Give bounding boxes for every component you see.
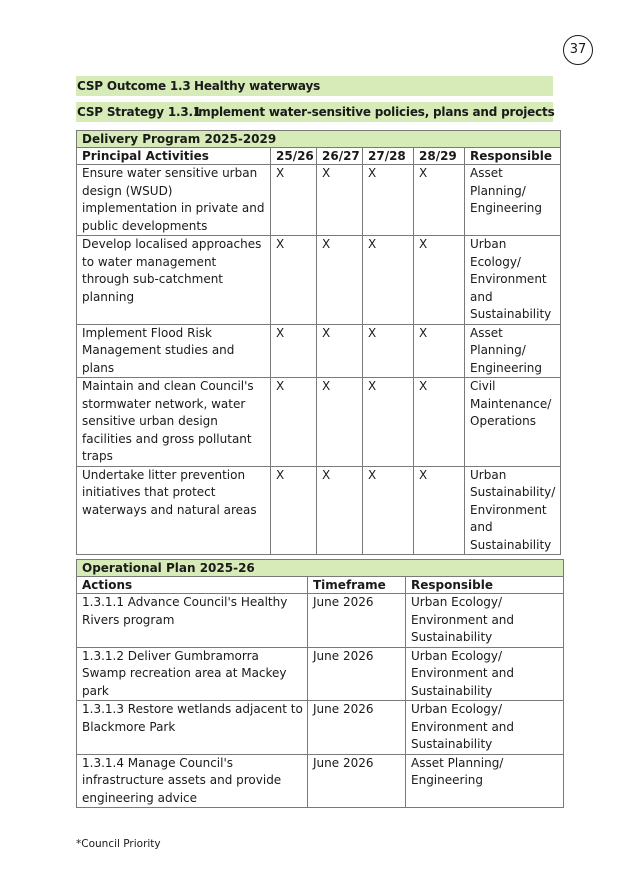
- column-header: Timeframe: [308, 577, 406, 594]
- column-header: Responsible: [465, 148, 561, 165]
- responsible-cell: Asset Planning/ Engineering: [406, 754, 564, 808]
- year-cell: X: [414, 165, 465, 236]
- action-cell: 1.3.1.1 Advance Council's Healthy Rivers program: [77, 594, 308, 648]
- responsible-cell: Urban Ecology/ Environment and Sustainability: [465, 236, 561, 325]
- year-cell: X: [414, 466, 465, 555]
- activity-cell: Implement Flood Risk Management studies and plans: [77, 324, 271, 378]
- action-cell: 1.3.1.3 Restore wetlands adjacent to Blackmore Park: [77, 701, 308, 755]
- activity-cell: Ensure water sensitive urban design (WSUD) implementation in private and public developments: [77, 165, 271, 236]
- column-header: Principal Activities: [77, 148, 271, 165]
- year-cell: X: [363, 165, 414, 236]
- year-cell: X: [363, 236, 414, 325]
- table-row: [77, 236, 561, 325]
- operational-plan-title: Operational Plan 2025-26: [77, 560, 564, 577]
- timeframe-cell: June 2026: [308, 647, 406, 701]
- csp-strategy-text: Implement water-sensitive policies, plans and projects: [194, 105, 555, 119]
- activity-cell: Undertake litter prevention initiatives that protect waterways and natural areas: [77, 466, 271, 555]
- column-header: 27/28: [363, 148, 414, 165]
- column-header: 26/27: [317, 148, 363, 165]
- column-header: 25/26: [271, 148, 317, 165]
- csp-outcome-label: CSP Outcome 1.3: [77, 79, 191, 93]
- table-row: [77, 647, 564, 701]
- year-cell: X: [414, 236, 465, 325]
- responsible-cell: Urban Sustainability/ Environment and Sustainability: [465, 466, 561, 555]
- year-cell: X: [317, 324, 363, 378]
- operational-plan-table: [76, 559, 564, 808]
- column-header: 28/29: [414, 148, 465, 165]
- timeframe-cell: June 2026: [308, 701, 406, 755]
- year-cell: X: [271, 466, 317, 555]
- year-cell: X: [414, 324, 465, 378]
- table-row: [77, 165, 561, 236]
- activity-cell: Maintain and clean Council's stormwater network, water sensitive urban design facilities and gross pollutant traps: [77, 378, 271, 467]
- responsible-cell: Urban Ecology/ Environment and Sustainability: [406, 594, 564, 648]
- page-number: 37: [563, 35, 593, 65]
- year-cell: X: [363, 324, 414, 378]
- responsible-cell: Asset Planning/ Engineering: [465, 165, 561, 236]
- csp-strategy-label: CSP Strategy 1.3.1: [77, 105, 202, 119]
- year-cell: X: [317, 165, 363, 236]
- responsible-cell: Urban Ecology/ Environment and Sustainability: [406, 647, 564, 701]
- table-row: [77, 594, 564, 648]
- responsible-cell: Urban Ecology/ Environment and Sustainability: [406, 701, 564, 755]
- year-cell: X: [317, 466, 363, 555]
- year-cell: X: [271, 324, 317, 378]
- activity-cell: Develop localised approaches to water management through sub-catchment planning: [77, 236, 271, 325]
- table-row: [77, 701, 564, 755]
- year-cell: X: [271, 378, 317, 467]
- table-row: [77, 466, 561, 555]
- year-cell: X: [414, 378, 465, 467]
- csp-outcome-text: Healthy waterways: [194, 79, 321, 93]
- table-row: [77, 754, 564, 808]
- footnote: *Council Priority: [76, 838, 161, 850]
- year-cell: X: [271, 165, 317, 236]
- table-row: [77, 324, 561, 378]
- csp-strategy-bar: [76, 102, 553, 122]
- column-header: Responsible: [406, 577, 564, 594]
- action-cell: 1.3.1.4 Manage Council's infrastructure assets and provide engineering advice: [77, 754, 308, 808]
- timeframe-cell: June 2026: [308, 594, 406, 648]
- year-cell: X: [363, 378, 414, 467]
- responsible-cell: Asset Planning/ Engineering: [465, 324, 561, 378]
- delivery-program-title: Delivery Program 2025-2029: [77, 131, 561, 148]
- year-cell: X: [317, 236, 363, 325]
- delivery-program-table: [76, 130, 561, 555]
- csp-outcome-bar: [76, 76, 553, 96]
- responsible-cell: Civil Maintenance/ Operations: [465, 378, 561, 467]
- table-row: [77, 378, 561, 467]
- timeframe-cell: June 2026: [308, 754, 406, 808]
- column-header: Actions: [77, 577, 308, 594]
- year-cell: X: [363, 466, 414, 555]
- year-cell: X: [271, 236, 317, 325]
- action-cell: 1.3.1.2 Deliver Gumbramorra Swamp recreation area at Mackey park: [77, 647, 308, 701]
- year-cell: X: [317, 378, 363, 467]
